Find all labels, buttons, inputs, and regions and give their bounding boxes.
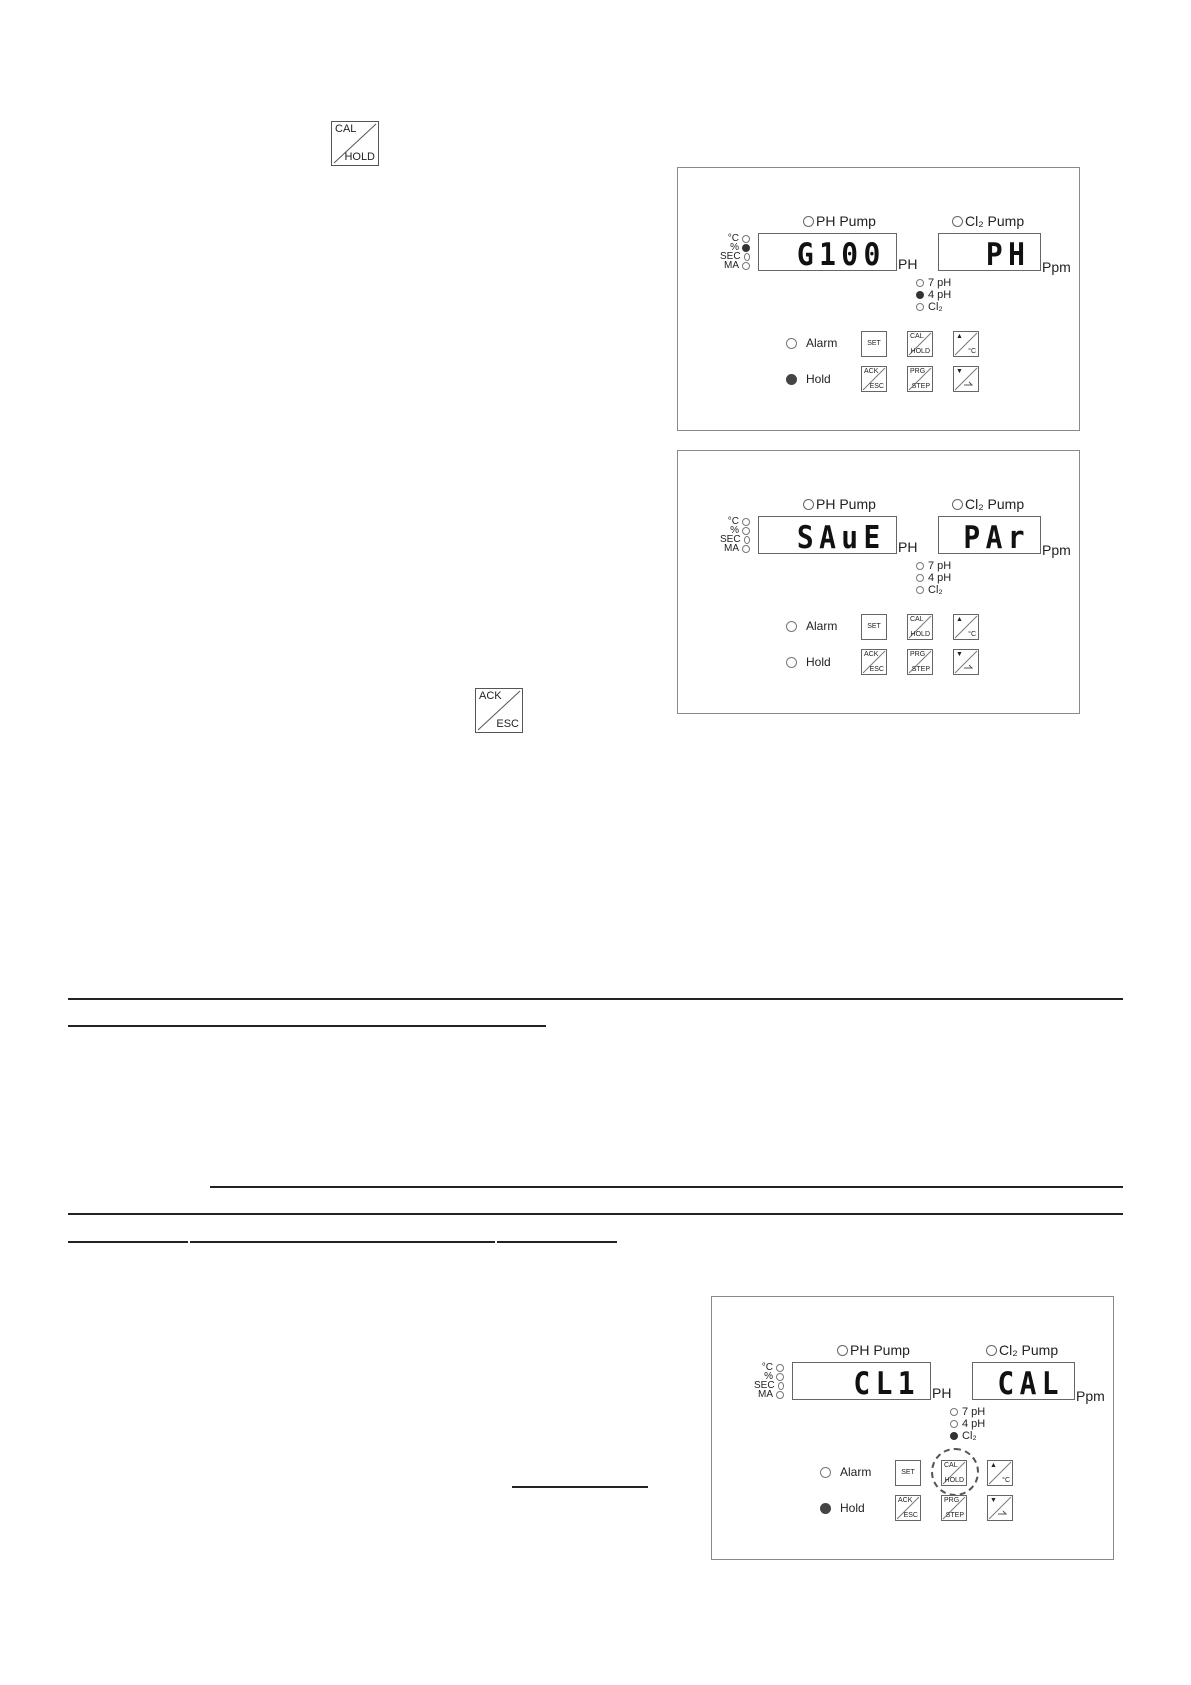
ph-pump-led-icon [837, 1345, 848, 1356]
cal-hold-button[interactable]: CAL HOLD [907, 331, 933, 357]
indicator-led-icon [742, 545, 750, 553]
ph-unit: PH [898, 539, 918, 555]
down-arrow-icon: ▼ [956, 368, 963, 375]
ph-unit: PH [932, 1385, 952, 1401]
unit-indicators: °C % SEC MA [720, 517, 750, 553]
heading-underline [68, 1025, 546, 1027]
ph-display: G100 [758, 233, 897, 271]
cl2-pump-led-icon [952, 216, 963, 227]
ack-esc-key-icon [475, 688, 523, 733]
up-button[interactable]: ▲ °C [953, 614, 979, 640]
ppm-unit: Ppm [1042, 259, 1071, 275]
prg-step-button[interactable]: PRG STEP [907, 649, 933, 675]
ph-pump-label: PH Pump [803, 213, 876, 229]
up-arrow-icon: ▲ [956, 333, 963, 340]
section-rule [68, 998, 1123, 1000]
controller-panel-3 [711, 1296, 1114, 1560]
heading-underline [497, 1241, 617, 1243]
heading-underline [190, 1241, 495, 1243]
indicator-led-icon [742, 527, 750, 535]
cl2-pump-label: Cl₂ Pump [952, 213, 1024, 229]
indicator-led-icon [742, 518, 750, 526]
hold-status: Hold [786, 655, 831, 669]
down-arrow-icon: ▼ [990, 1497, 997, 1504]
hold-status: Hold [820, 1501, 865, 1515]
alarm-status: Alarm [786, 336, 837, 350]
unit-indicators: °C % SEC MA [754, 1363, 784, 1399]
indicator-led-icon [742, 235, 750, 243]
cl2-pump-led-icon [986, 1345, 997, 1356]
ph-pump-label: PH Pump [803, 496, 876, 512]
cl2-display: PH [938, 233, 1041, 271]
ack-esc-button[interactable]: ACK ESC [861, 649, 887, 675]
ack-label: ACK [479, 690, 502, 702]
calibration-points: 7 pH 4 pH Cl₂ [916, 277, 951, 313]
indicator-led-icon [742, 244, 750, 252]
down-button[interactable] [987, 1495, 1013, 1521]
cal-hold-button[interactable]: CAL HOLD [907, 614, 933, 640]
cl2-pump-led-icon [952, 499, 963, 510]
indicator-led-icon [744, 253, 750, 261]
set-button[interactable]: SET [861, 331, 887, 357]
ph-display: SAuE [758, 516, 897, 554]
cal-hold-button[interactable]: CAL HOLD [941, 1460, 967, 1486]
cl2-pump-label: Cl₂ Pump [986, 1342, 1058, 1358]
up-arrow-icon: ▲ [990, 1462, 997, 1469]
prg-step-button[interactable]: PRG STEP [907, 366, 933, 392]
down-arrow-icon: ▼ [956, 651, 963, 658]
ack-esc-button[interactable]: ACK ESC [861, 366, 887, 392]
indicator-led-icon [744, 536, 750, 544]
up-arrow-icon: ▲ [956, 616, 963, 623]
controller-panel-1 [677, 167, 1080, 431]
down-button[interactable] [953, 649, 979, 675]
set-button[interactable]: SET [861, 614, 887, 640]
indicator-led-icon [776, 1373, 784, 1381]
alarm-status: Alarm [820, 1465, 871, 1479]
ph-pump-led-icon [803, 216, 814, 227]
ack-esc-button[interactable]: ACK ESC [895, 1495, 921, 1521]
calibration-points: 7 pH 4 pH Cl₂ [950, 1406, 985, 1442]
esc-label: ESC [496, 718, 519, 730]
cal-hold-key-icon [331, 121, 379, 166]
controller-panel-2 [677, 450, 1080, 714]
heading-underline [68, 1241, 188, 1243]
indicator-led-icon [776, 1364, 784, 1372]
prg-step-button[interactable]: PRG STEP [941, 1495, 967, 1521]
ph-pump-led-icon [803, 499, 814, 510]
unit-indicators: °C % SEC MA [720, 234, 750, 270]
set-button[interactable]: SET [895, 1460, 921, 1486]
cl2-display: CAL [972, 1362, 1075, 1400]
ppm-unit: Ppm [1042, 542, 1071, 558]
up-button[interactable]: ▲ °C [987, 1460, 1013, 1486]
ppm-unit: Ppm [1076, 1388, 1105, 1404]
hold-label: HOLD [344, 151, 375, 163]
ph-display: CL1 [792, 1362, 931, 1400]
alarm-status: Alarm [786, 619, 837, 633]
indicator-led-icon [742, 262, 750, 270]
section-rule [210, 1186, 1123, 1188]
indicator-led-icon [776, 1391, 784, 1399]
ph-pump-label: PH Pump [837, 1342, 910, 1358]
down-button[interactable] [953, 366, 979, 392]
section-rule [68, 1213, 1123, 1215]
ph-unit: PH [898, 256, 918, 272]
cal-label: CAL [335, 123, 357, 135]
text-underline [512, 1486, 648, 1488]
indicator-led-icon [778, 1382, 784, 1390]
cl2-display: PAr [938, 516, 1041, 554]
calibration-points: 7 pH 4 pH Cl₂ [916, 560, 951, 596]
up-button[interactable]: ▲ °C [953, 331, 979, 357]
hold-status: Hold [786, 372, 831, 386]
cl2-pump-label: Cl₂ Pump [952, 496, 1024, 512]
